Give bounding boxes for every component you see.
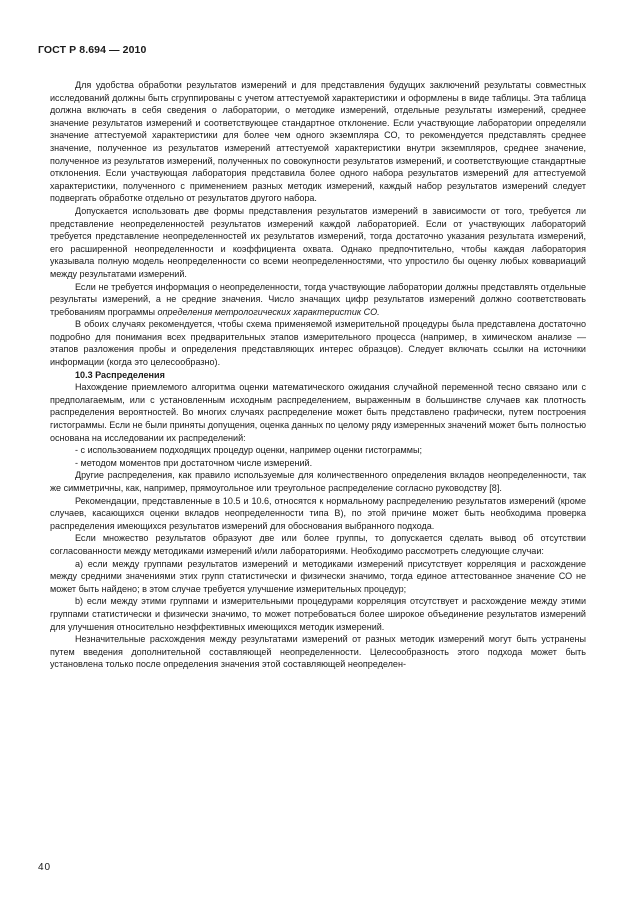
paragraph: В обоих случаях рекомендуется, чтобы схема применяемой измерительной процедуры была представлена достаточно подробно для понимания всех предварительных этапов измерительного процесса (например, в химическом анализе — этапов разложения пробы и определения представляющих интерес образцов). Следует включать ссылки на источники информации (когда это целесообразно).	[50, 319, 586, 368]
paragraph: Нахождение приемлемого алгоритма оценки математического ожидания случайной переменной тесно связано или с предполагаемым, или с установленным исходным распределением, выраженным в большинстве случаев как плотность распределения вероятностей. Во многих случаях распределение может быть представлено графически, путем построения гистограммы. Если не были приняты допущения, оценка данных по целому ряду измеренных значений может быть полностью основана на исследовании их распределений:	[50, 382, 586, 443]
list-item: а) если между группами результатов измерений и методиками измерений присутствует корреляция и расхождение между средними значениями этих групп статистически и физически значимо, тогда единое аттестованное значение СО не может быть найдено; в этом случае требуется улучшение измерительных процедур;	[50, 558, 586, 594]
paragraph: Рекомендации, представленные в 10.5 и 10.6, относятся к нормальному распределению результатов измерений (кроме случаев, касающихся оценки вкладов неопределенности типа В), по этой причине может быть необходима проверка распределения имеющихся результатов измерений для обоснования выбранного подхода.	[50, 495, 586, 531]
list-item: b) если между этими группами и измерительными процедурами корреляция отсутствует и расхождение между этими группами статистически и физически значимо, то может потребоваться более широкое объединение результатов измерений для улучшения относительно неэффективных имеющихся методик измерений.	[50, 596, 586, 632]
paragraph: Для удобства обработки результатов измерений и для представления будущих заключений результаты совместных исследований должны быть сгруппированы с учетом аттестуемой характеристики и оформлены в виде таблицы. Эта таблица должна включать в себя сведения о лаборатории, о методике измерений, отдельные результаты измерений, среднее значение результатов измерений и соответствующее стандартное отклонение. Если участвующие лаборатории определяли значение аттестуемой характеристики для более чем одного экземпляра СО, то рекомендуется представлять среднее значение, полученное из результатов измерений аттестуемой характеристики внутри экземпляров, среднее значение, полученное из результатов измерений, полученных по совокупности результатов измерений, и соответствующие стандартные отклонения. Если участвующая лаборатория представила более одного набора результатов измерений для аттестуемой характеристики, полученного с применением разных методик измерений, каждый набор результатов измерений следует подвергать обработке отдельно от результатов другого набора.	[50, 80, 586, 204]
paragraph: Если не требуется информация о неопределенности, тогда участвующие лаборатории должны представлять отдельные результаты измерений, а не средние значения. Число значащих цифр результатов измерений должно соответствовать требованиям программы определения метрологических характеристик СО.	[50, 281, 586, 317]
section-heading: 10.3 Распределения	[75, 369, 165, 380]
page-number: 40	[38, 862, 52, 873]
paragraph: Допускается использовать две формы представления результатов измерений в зависимости от того, требуется ли представление неопределенностей результатов измерений каждой лабораторией. Если от участвующих лабораторий требуется представление неопределенностей их результатов измерений, тогда достаточно указания результата измерений, его расширенной неопределенности и коэффициента охвата. Однако предпочтительно, чтобы каждая лаборатория указывала полную модель неопределенности со всеми неопределенностями, что упростило бы оценку любых коввариаций между результатами измерений.	[50, 205, 586, 279]
page-header: ГОСТ Р 8.694 — 2010	[38, 44, 147, 56]
list-item: - методом моментов при достаточном числе измерений.	[75, 457, 313, 468]
italic-term: определения метрологических характеристик СО.	[157, 306, 380, 317]
paragraph: Другие распределения, как правило используемые для количественного определения вкладов неопределенности, так же симметричны, как, например, прямоугольное или треугольное распределение согласно руководству [8].	[50, 470, 586, 493]
paragraph: Если множество результатов образуют две или более группы, то допускается сделать вывод об отсутствии согласованности между методиками измерений и/или лабораториями. Необходимо рассмотреть следующие случаи:	[50, 533, 586, 556]
list-item: - с использованием подходящих процедур оценки, например оценки гистограммы;	[75, 445, 423, 456]
paragraph: Незначительные расхождения между результатами измерений от разных методик измерений могут быть устранены путем введения дополнительной составляющей неопределенности. Целесообразность этого подхода может быть установлена только после определения значения этой составляющей неопределен-	[50, 634, 586, 670]
document-body	[50, 79, 586, 671]
